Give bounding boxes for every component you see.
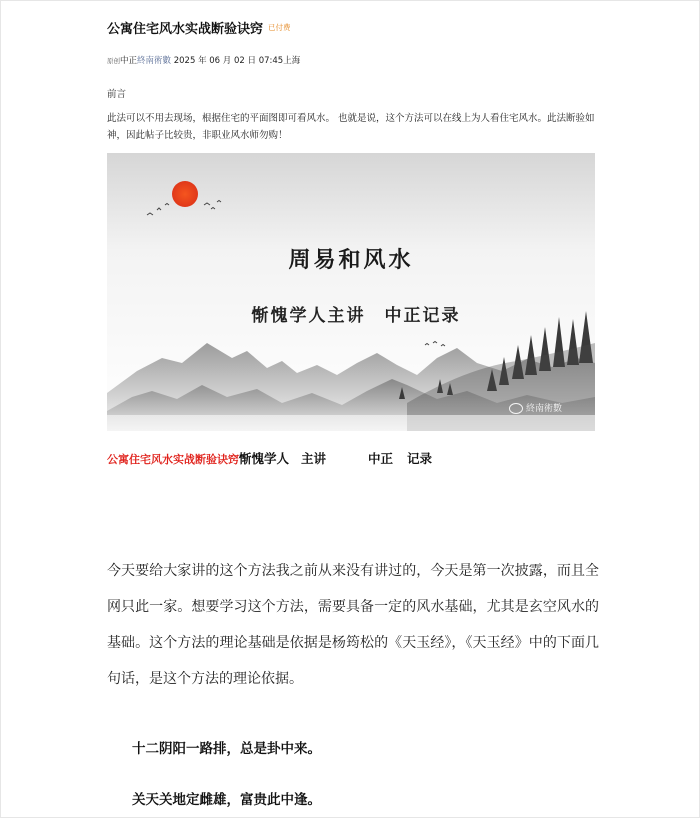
intro-text: 此法可以不用去现场，根据住宅的平面图即可看风水。 也就是说，这个方法可以在线上为人看住宅风水。此法断验如神，因此帖子比较贵，非职业风水师勿购！ (107, 113, 595, 141)
verse-line: 十二阴阳一路排，总是卦中来。 (132, 741, 321, 757)
intro-heading: 前言 (107, 89, 127, 100)
credit-recorder-role: 记录 (407, 451, 433, 466)
title-row (107, 18, 291, 37)
landscape-painting (107, 153, 595, 431)
watermark (509, 401, 562, 414)
publish-date: 2025 年 06 月 02 日 07:45 (173, 56, 284, 66)
credit-speaker: 惭愧学人 (239, 451, 290, 466)
article-title: 公寓住宅风水实战断验诀窍 (107, 22, 264, 37)
credit-line (107, 449, 432, 467)
body-paragraph: 今天要给大家讲的这个方法我之前从来没有讲过的，今天是第一次披露，而且全网只此一家。想要学习这个方法，需要具备一定的风水基础，尤其是玄空风水的基础。这个方法的理论基础是依据是杨筠松的《天玉经》，《天玉经》中的下面几句话，是这个方法的理论依据。 (107, 563, 599, 687)
article-meta (107, 54, 300, 66)
account-link[interactable]: 終南術數 (137, 56, 172, 66)
watermark-text: 終南術數 (526, 404, 563, 414)
sun-icon (172, 181, 198, 207)
credit-title: 公寓住宅风水实战断验诀窍 (107, 453, 239, 466)
banner-title: 周易和风水 (288, 247, 414, 273)
wechat-logo-icon (509, 403, 523, 414)
banner-subtitle: 惭愧学人主讲 中正记录 (251, 306, 461, 326)
verse-line: 关天关地定雌雄，富贵此中逢。 (132, 792, 321, 808)
publish-location: 上海 (283, 56, 301, 66)
paid-badge: 已付费 (268, 23, 291, 32)
banner-image (107, 153, 595, 431)
original-tag: 原创 (107, 57, 120, 65)
credit-speaker-role: 主讲 (301, 451, 327, 466)
credit-recorder: 中正 (368, 451, 394, 466)
author-name[interactable]: 中正 (120, 56, 138, 66)
